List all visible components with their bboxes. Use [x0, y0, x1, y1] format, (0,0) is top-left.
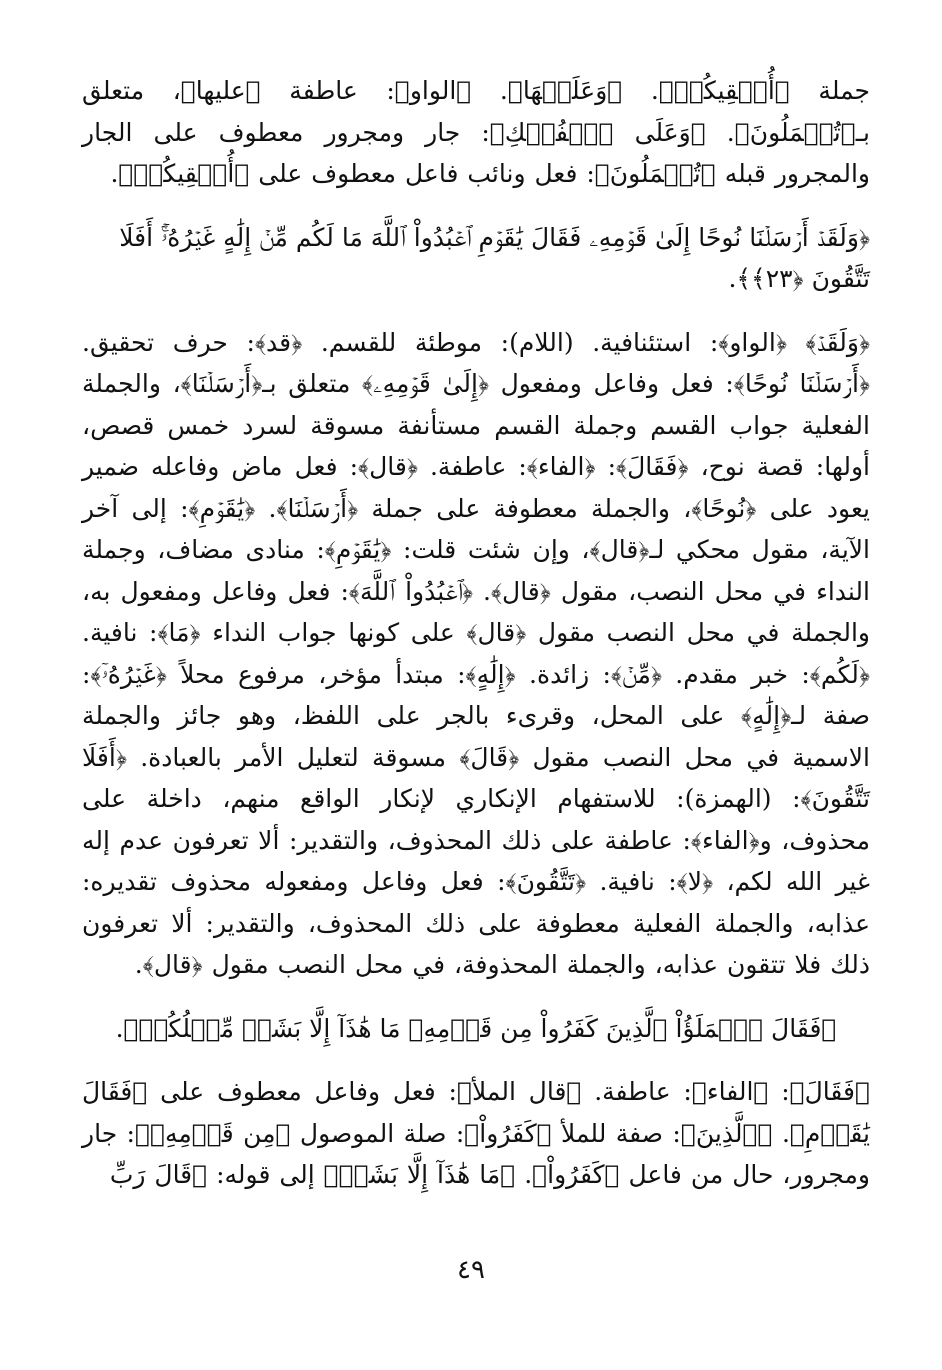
spacer — [82, 1049, 870, 1071]
paragraph-1: جملة ﴿أُسۡقِيكُمۡ﴾. ﴿وَعَلَيۡهَا﴾. ﴿الواو﴾: عاطفة ﴿عليها﴾، متعلق بـ﴿تُحۡمَلُونَ﴾. ﴿وَعَلَى ٱلۡفُلۡكِ﴾: جار ومجرور معطوف على الجار والمجرور قبله ﴿تُحۡمَلُونَ﴾: فعل ونائب فاعل معطوف على ﴿أُسۡقِيكُمۡ﴾. — [82, 76, 870, 188]
quran-verse-1: ﴿وَلَقَدۡ أَرۡسَلۡنَا نُوحًا إِلَىٰ قَوۡمِهِۦ فَقَالَ يَٰقَوۡمِ ٱعۡبُدُواْ ٱللَّهَ مَا لَكُم مِّنۡ إِلَٰهٍ غَيۡرُهُۥٓۚ أَفَلَا تَتَّقُونَ ﴿٢٣﴾﴾. — [119, 222, 870, 293]
page-number: ٤٩ — [457, 1255, 485, 1285]
quran-verse-2: ﴿فَقَالَ ٱلۡمَلَؤُاْ ٱلَّذِينَ كَفَرُواْ مِن قَوۡمِهِۦ مَا هَٰذَآ إِلَّا بَشَرٞ مِّثۡلُكُمۡ﴾. — [115, 1013, 837, 1043]
paragraph-3: ﴿فَقَالَ﴾: ﴿الفاء﴾: عاطفة. ﴿قال الملأ﴾: فعل وفاعل معطوف على ﴿فَقَالَ يَٰقَوۡمِ﴾. ﴿ٱلَّذِينَ﴾: صفة للملأ ﴿كَفَرُواْ﴾: صلة الموصول ﴿مِن قَوۡمِهِۦ﴾: جار ومجرور، حال من فاعل ﴿كَفَرُواْ﴾. ﴿مَا هَٰذَآ إِلَّا بَشَرٞ﴾ إلى قوله: ﴿قَالَ رَبِّ — [82, 1077, 870, 1189]
spacer — [82, 986, 870, 1008]
spacer — [82, 195, 870, 217]
page-body — [82, 70, 870, 1196]
spacer — [82, 300, 870, 322]
paragraph-2: ﴿وَلَقَدۡ﴾ ﴿الواو﴾: استئنافية. (اللام): موطئة للقسم. ﴿قد﴾: حرف تحقيق. ﴿أَرۡسَلۡنَا نُوحًا﴾: فعل وفاعل ومفعول ﴿إِلَىٰ قَوۡمِهِۦ﴾ متعلق بـ﴿أَرۡسَلۡنَا﴾، والجملة الفعلية جواب القسم وجملة القسم مستأنفة مسوقة لسرد خمس قصص، أولها: قصة نوح، ﴿فَقَالَ﴾: ﴿الفاء﴾: عاطفة. ﴿قال﴾: فعل ماض وفاعله ضمير يعود على ﴿نُوحًا﴾، والجملة معطوفة على جملة ﴿أَرۡسَلۡنَا﴾. ﴿يَٰقَوۡمِ﴾: إلى آخر الآية، مقول محكي لـ﴿قال﴾، وإن شئت قلت: ﴿يَٰقَوۡمِ﴾: منادى مضاف، وجملة النداء في محل النصب، مقول ﴿قال﴾. ﴿ٱعۡبُدُواْ ٱللَّهَ﴾: فعل وفاعل ومفعول به، والجملة في محل النصب مقول ﴿قال﴾ على كونها جواب النداء ﴿مَا﴾: نافية. ﴿لَكُم﴾: خبر مقدم. ﴿مِّنۡ﴾: زائدة. ﴿إِلَٰهٍ﴾: مبتدأ مؤخر، مرفوع محلاً ﴿غَيۡرُهُۥٓ﴾: صفة لـ﴿إِلَٰهٍ﴾ على المحل، وقرىء بالجر على اللفظ، وهو جائز والجملة الاسمية في محل النصب مقول ﴿قَالَ﴾ مسوقة لتعليل الأمر بالعبادة. ﴿أَفَلَا تَتَّقُونَ﴾: (الهمزة): للاستفهام الإنكاري لإنكار الواقع منهم، داخلة على محذوف، و﴿الفاء﴾: عاطفة على ذلك المحذوف، والتقدير: ألا تعرفون عدم إله غير الله لكم، ﴿لا﴾: نافية. ﴿تَتَّقُونَ﴾: فعل وفاعل ومفعوله محذوف تقديره: عذابه، والجملة الفعلية معطوفة على ذلك المحذوف، والتقدير: ألا تعرفون ذلك فلا تتقون عذابه، والجملة المحذوفة، في محل النصب مقول ﴿قال﴾. — [82, 327, 870, 979]
